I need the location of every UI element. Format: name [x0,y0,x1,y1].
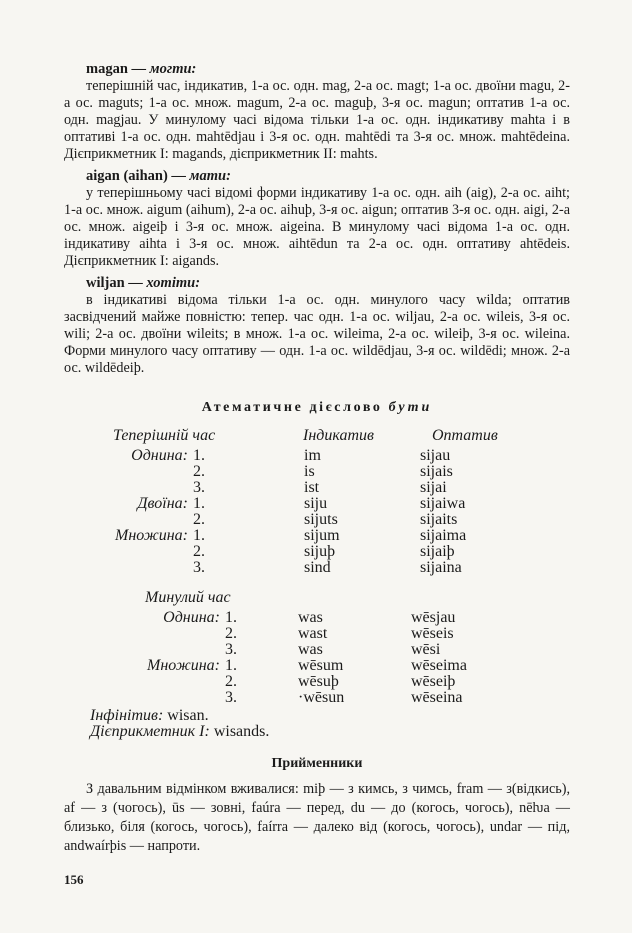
optative-form: wēsjau [411,609,456,626]
optative-form: sijai [420,479,447,496]
row-number: 2. [225,625,237,642]
row-number: 3. [193,479,205,496]
indicative-form: was [298,641,323,658]
participle: Дієприкметник I: wisands. [90,723,270,740]
entry-headword: magan — могти: [86,61,197,77]
row-number: 3. [225,689,237,706]
optative-form: sijaits [420,511,458,528]
optative-form: sijau [420,447,451,464]
row-number: 3. [193,559,205,576]
optative-form: sijaima [420,527,467,544]
optative-form: wēseis [411,625,454,642]
optative-form: sijais [420,463,453,480]
optative-form: sijaiþ [420,543,455,560]
prepositions-section [64,0,570,933]
optative-form: wēseima [411,657,467,674]
entry-text: в індикативі відома тільки 1-а ос. одн. минулого часу wilda; оптатив засвідчений майже повністю: тепер. час одн. 1-а ос. wiljau, 2-а ос. wileis, 3-я ос. wili; 2-а ос. двоїни wileits; в множ. 1-а ос. wileima, 2-а ос. wileiþ, 3-я ос. wileina. Форми минулого часу оптативу — одн. 1-а ос. wildēdjau, 3-я ос. wildēdi; множ. 2-а ос. wildēdeiþ. [64,292,570,376]
infinitive: Інфінітив: wisan. [90,707,209,724]
row-label: Однина: [131,447,188,464]
indicative-form: sind [304,559,331,576]
col-present-tense: Теперішній час [113,427,216,444]
row-number: 2. [193,463,205,480]
row-label: Множина: [114,527,188,544]
optative-form: wēseiþ [411,673,456,690]
entry-text: у теперішньому часі відомі форми індикативу 1-а ос. одн. aih (aig), 2-а ос. aiht; 1-а ос. множ. aigum (aihum), 2-а ос. aihuþ, 3-я ос. aigun; оптатив 3-я ос. одн. aigi, 2-а ос. множ. aigeiþ і 3-я ос. множ. aigeina. В минулому часі відома 1-а ос. одн. індикативу aihta і 3-я ос. множ. aihtēdun та 2-а ос. одн. оптативу ahtēdeis. Дієприкметник I: aigands. [64,185,570,269]
page-number: 156 [64,872,84,887]
optative-form: sijaiwa [420,495,466,512]
indicative-form: im [304,447,321,464]
row-label: Однина: [163,609,220,626]
row-number: 2. [193,511,205,528]
col-indicative: Індикатив [303,427,374,444]
indicative-form: sijuþ [304,543,336,560]
indicative-form: is [304,463,315,480]
prepositions-text: З давальним відмінком вживалися: miþ — з кимсь, з чимсь, fram — з(відкись), af — з (чогось), ūs — зовні, faúra — перед, du — до (когось, чогось), nēƕa — близько, біля (когось, чогось), faírra — далеко від (когось, чогось), undar — під, andwaírþis — напроти. [64,781,570,854]
row-number: 2. [193,543,205,560]
row-number: 1. [193,447,205,464]
indicative-form: sijum [304,527,340,544]
row-number: 1. [225,609,237,626]
prepositions-heading: Прийменники [271,756,363,771]
indicative-form: wast [298,625,328,642]
entry-headword: wiljan — хотіти: [86,275,201,291]
row-number: 1. [193,495,205,512]
row-number: 1. [193,527,205,544]
row-number: 1. [225,657,237,674]
row-number: 2. [225,673,237,690]
indicative-form: ist [304,479,320,496]
entry-headword: aigan (aihan) — мати: [86,168,231,184]
optative-form: wēseina [411,689,463,706]
row-number: 3. [225,641,237,658]
indicative-form: sijuts [304,511,338,528]
col-optative: Оптатив [432,427,498,444]
entry-text: теперішній час, індикатив, 1-а ос. одн. mag, 2-а ос. magt; 1-а ос. двоїни magu, 2-а ос. maguts; 1-а ос. множ. magum, 2-а ос. maguþ, 3-я ос. magun; оптатив 1-а ос. одн. magjau. У минулому часі відома тільки 1-а ос. одн. індикативу mahta і в оптативі 1-а ос. одн. mahtēdjau і 3-я ос. одн. mahtēdi та 3-я ос. множ. mahtēdeina. Дієприкметник I: magands, дієприкметник II: mahts. [64,78,570,162]
indicative-form: wēsuþ [298,673,339,690]
optative-form: sijaina [420,559,462,576]
table-heading: Атематичне дієслово бути [201,400,433,415]
row-label: Двоїна: [137,495,188,512]
indicative-form: wēsum [298,657,344,674]
indicative-form: siju [304,495,328,512]
col-past-tense: Минулий час [145,589,231,606]
row-label: Множина: [146,657,220,674]
optative-form: wēsi [411,641,441,658]
indicative-form: ·wēsun [298,689,345,706]
indicative-form: was [298,609,323,626]
